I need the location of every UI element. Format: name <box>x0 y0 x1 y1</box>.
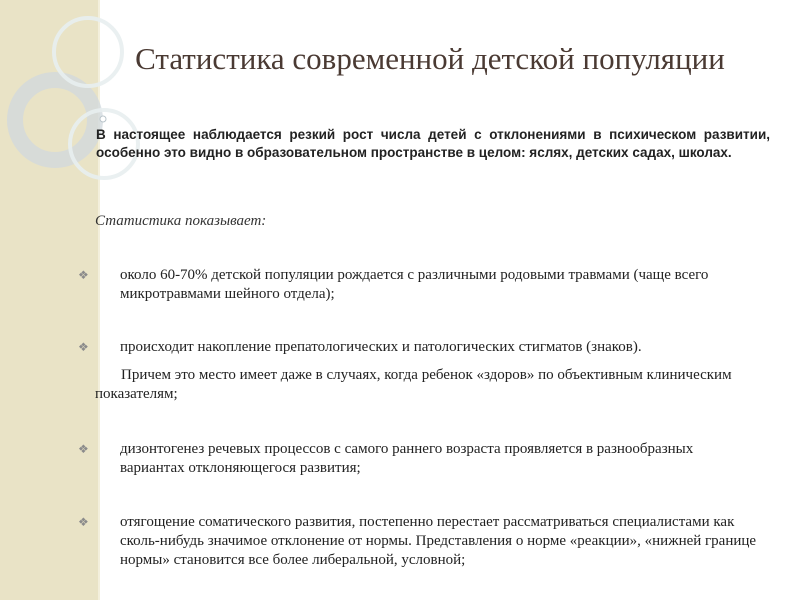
statistics-lead: Статистика показывает: <box>95 213 267 229</box>
diamond-bullet-icon: ❖ <box>78 442 89 456</box>
slide-title: Статистика современной детской популяции <box>135 41 725 76</box>
small-dot-decoration <box>100 116 106 122</box>
bullet-text: отягощение соматического развития, постепенно перестает рассматриваться специалистами как сколь-нибудь значимое отклонение от нормы. Представления о норме «реакции», «нижней границе нормы» становится все более либеральной, условной; <box>120 514 757 568</box>
bullet-item <box>78 440 758 478</box>
intro-paragraph: В настоящее наблюдается резкий рост числа детей с отклонениями в психическом развитии, особенно это видно в образовательном пространстве в целом: яслях, детских садах, школах. <box>96 127 770 160</box>
large-ring-decoration <box>15 80 95 160</box>
bullet-text: происходит накопление препатологических и патологических стигматов (знаков). <box>120 339 642 355</box>
bullet-item <box>78 338 758 357</box>
note-paragraph: Причем это место имеет даже в случаях, когда ребенок «здоров» по объективным клиническим показателям; <box>95 367 732 402</box>
diamond-bullet-icon: ❖ <box>78 340 89 354</box>
bullet-text: дизонтогенез речевых процессов с самого раннего возраста проявляется в разнообразных вариантах отклоняющегося развития; <box>120 441 694 476</box>
bullet-item <box>78 513 758 570</box>
bullet-item <box>78 266 758 304</box>
diamond-bullet-icon: ❖ <box>78 268 89 282</box>
diamond-bullet-icon: ❖ <box>78 515 89 529</box>
decorative-circles <box>0 0 200 220</box>
bullet-text: около 60-70% детской популяции рождается с различными родовыми травмами (чаще всего микротравмами шейного отдела); <box>120 267 709 302</box>
